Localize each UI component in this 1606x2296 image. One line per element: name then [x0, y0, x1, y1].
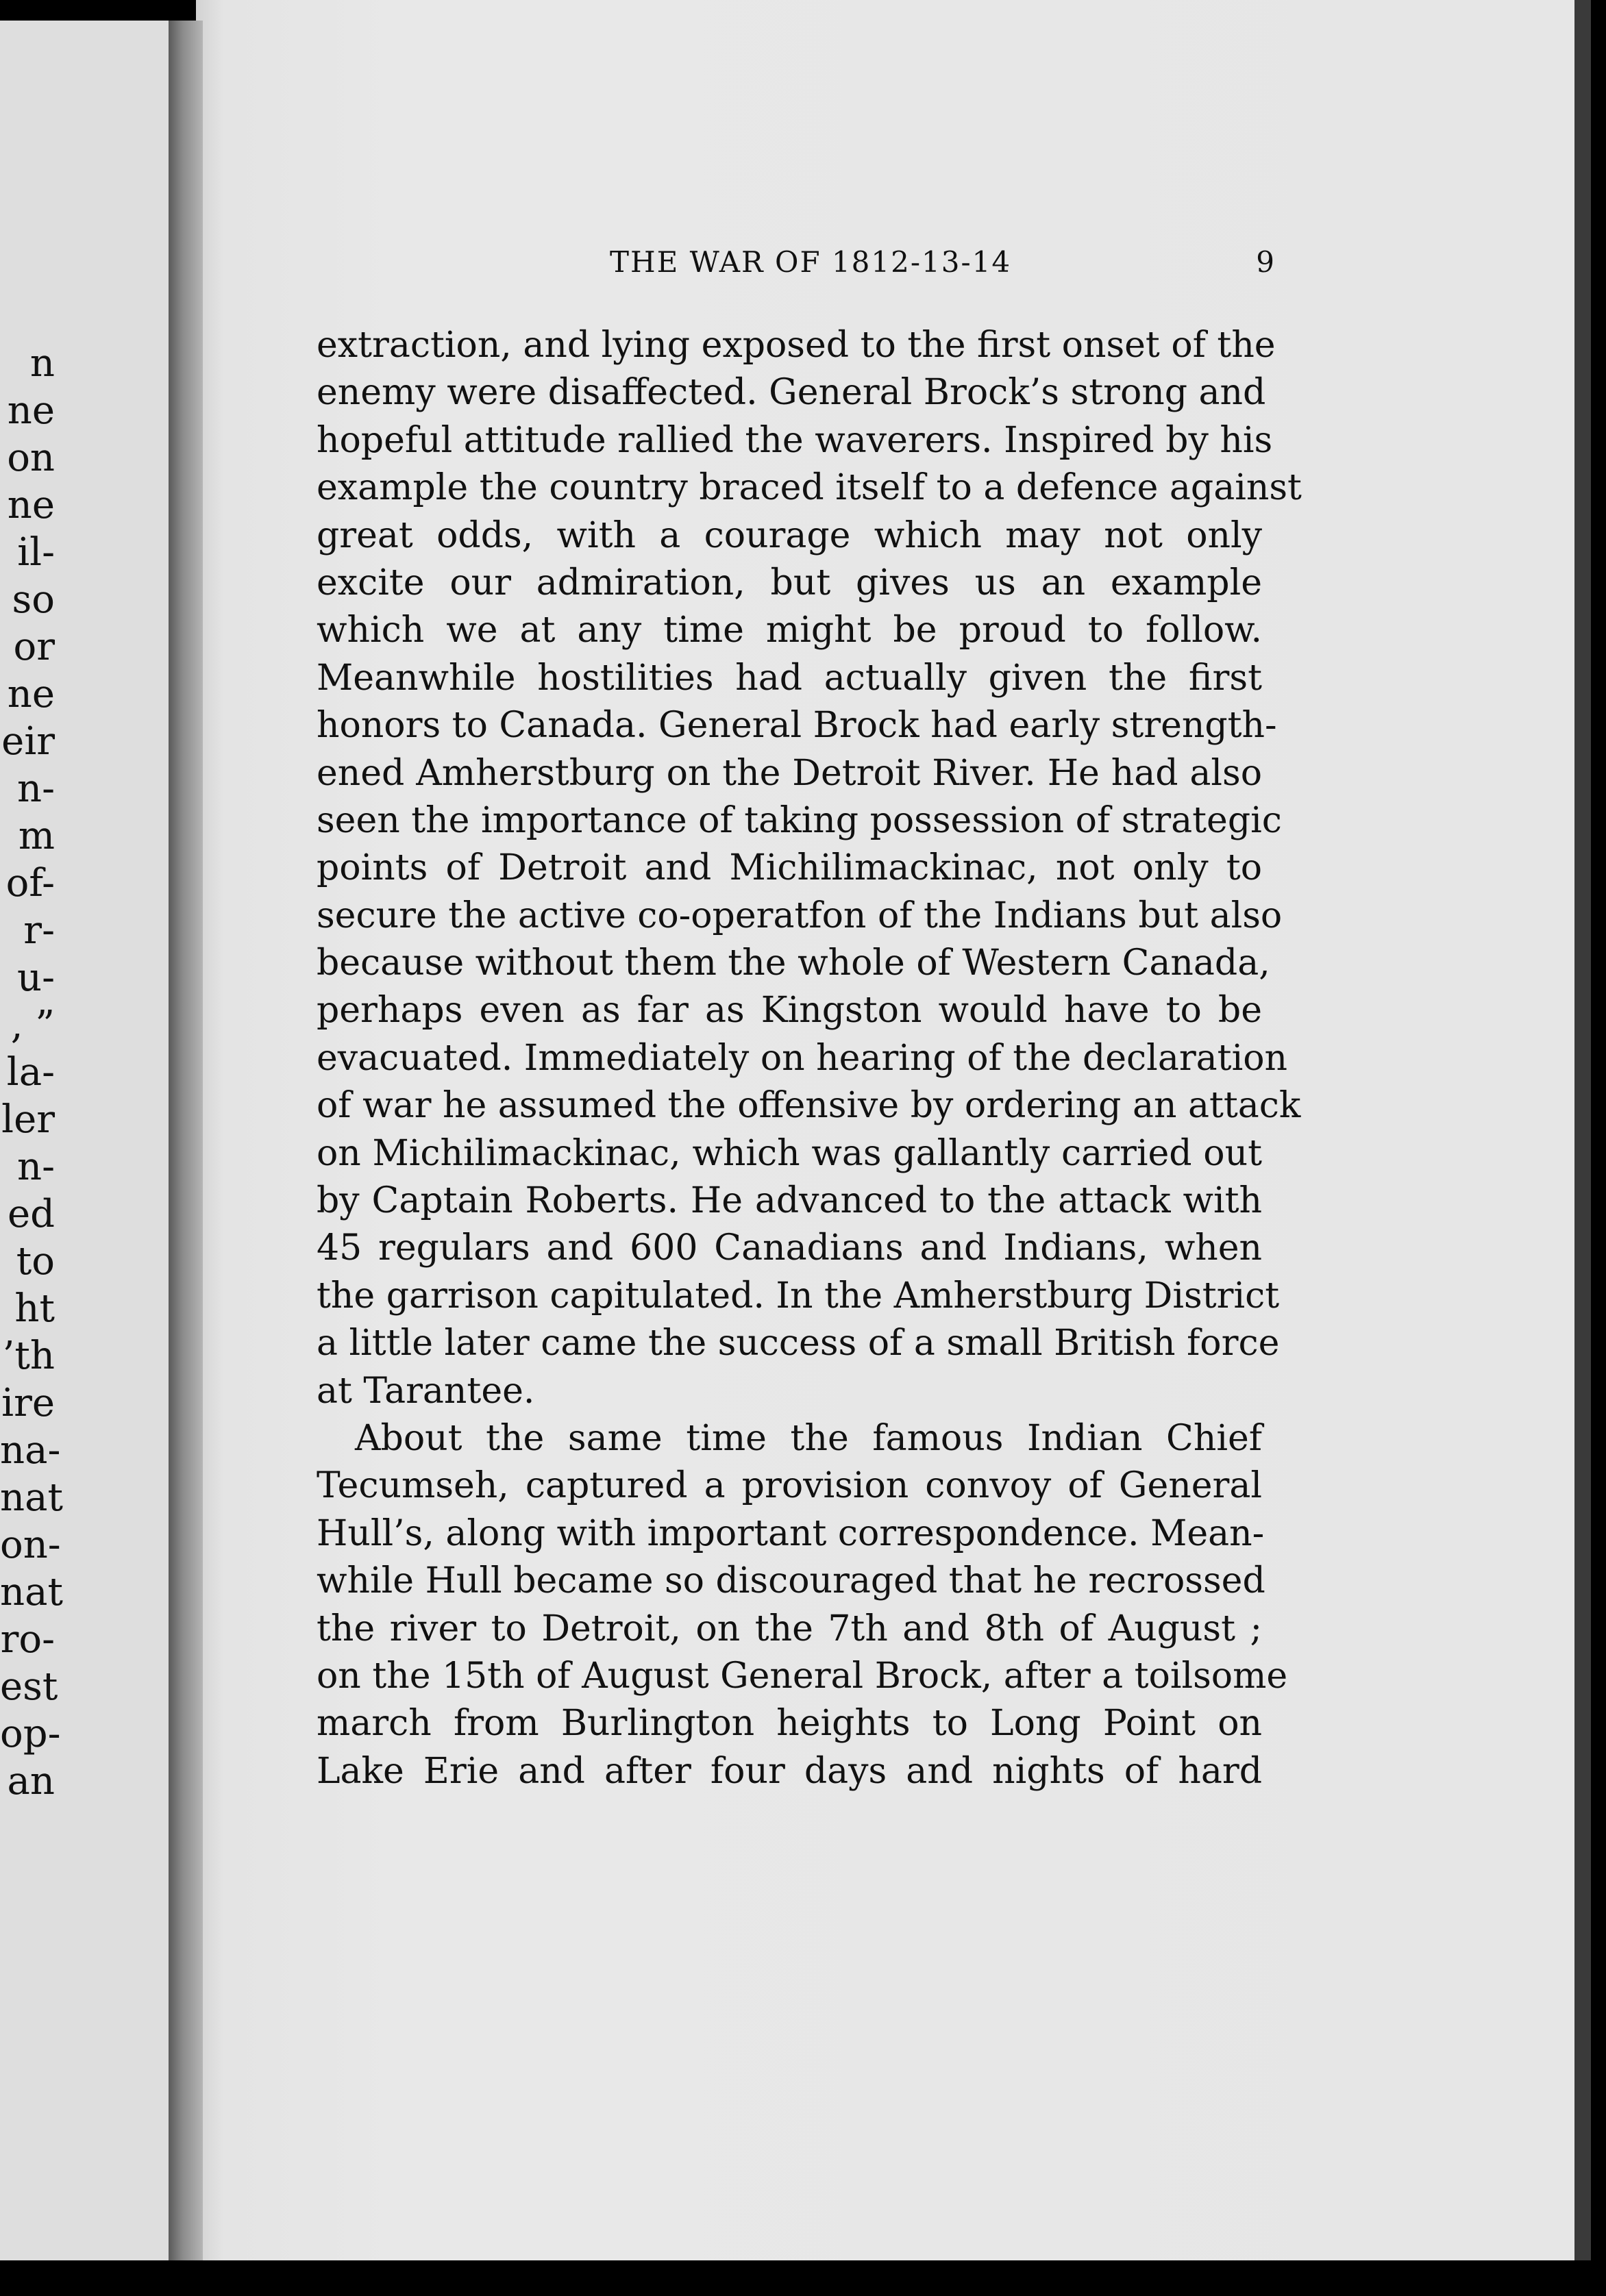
- page-header: [610, 245, 1274, 286]
- previous-page-fragment: , ”: [10, 1003, 55, 1047]
- previous-page-fragment: or: [13, 625, 55, 669]
- text-line: on the 15th of August General Brock, after a toilsome: [317, 1655, 1288, 1697]
- paragraph-2: [317, 1415, 1288, 1795]
- text-line: a little later came the success of a small British force: [317, 1323, 1280, 1364]
- text-line: perhaps even as far as Kingston would have to be: [317, 990, 1262, 1032]
- text-line: march from Burlington heights to Long Point on: [317, 1703, 1262, 1745]
- text-line: of war he assumed the offensive by ordering an attack: [317, 1085, 1301, 1127]
- text-line: great odds, with a courage which may not only: [317, 514, 1262, 556]
- previous-page-fragment: r-: [23, 908, 55, 953]
- text-line: extraction, and lying exposed to the first onset of the: [317, 325, 1276, 366]
- text-line: enemy were disaffected. General Brock’s strong and: [317, 372, 1266, 414]
- previous-page-fragment: ed: [8, 1192, 55, 1236]
- text-line: About the same time the famous Indian Chief: [355, 1417, 1262, 1459]
- previous-page-fragment: n-: [17, 766, 55, 811]
- previous-page-fragment: m: [18, 814, 55, 858]
- previous-page-fragment: ler: [1, 1097, 55, 1142]
- previous-page-fragment: nat: [0, 1570, 63, 1614]
- previous-page-fragment: ire: [1, 1381, 55, 1425]
- text-line: Hull’s, along with important correspondence. Mean-: [317, 1512, 1265, 1554]
- text-line: because without them the whole of Western Canada,: [317, 943, 1270, 984]
- previous-page-fragment: est: [0, 1664, 58, 1709]
- text-line: 45 regulars and 600 Canadians and Indians, when: [317, 1227, 1262, 1269]
- running-title: THE WAR OF 1812-13-14: [610, 245, 1012, 279]
- text-line: on Michilimackinac, which was gallantly carried out: [317, 1132, 1262, 1174]
- text-line: the garrison capitulated. In the Amherstburg District: [317, 1275, 1280, 1317]
- text-line: seen the importance of taking possession of strategic: [317, 799, 1282, 841]
- previous-page-fragment: ne: [7, 672, 55, 716]
- previous-page-fragment: n: [29, 341, 55, 386]
- previous-page-fragment: na-: [0, 1428, 61, 1473]
- previous-page-fragment: on-: [0, 1523, 61, 1567]
- text-line: hopeful attitude rallied the waverers. Inspired by his: [317, 419, 1273, 461]
- previous-page-fragment: so: [12, 577, 55, 622]
- text-line: secure the active co-operatfon of the Indians but also: [317, 895, 1283, 936]
- previous-page-fragment: ro-: [0, 1617, 55, 1662]
- previous-page-fragment: an: [7, 1759, 55, 1804]
- text-line: Tecumseh, captured a provision convoy of General: [317, 1465, 1262, 1507]
- text-line: the river to Detroit, on the 7th and 8th of August ;: [317, 1608, 1262, 1649]
- text-line: points of Detroit and Michilimackinac, not only to: [317, 847, 1262, 889]
- previous-page-fragment: on: [7, 436, 55, 480]
- page-edge-shadow: [1574, 0, 1591, 2260]
- text-line: evacuated. Immediately on hearing of the declaration: [317, 1037, 1287, 1079]
- text-line: honors to Canada. General Brock had early strength-: [317, 705, 1277, 747]
- text-line: which we at any time might be proud to follow.: [317, 610, 1262, 651]
- previous-page-fragment: il-: [17, 530, 55, 575]
- book-gutter: [169, 21, 203, 2260]
- previous-page-fragment: nat: [0, 1475, 63, 1520]
- text-line: Lake Erie and after four days and nights of hard: [317, 1750, 1262, 1792]
- text-line: Meanwhile hostilities had actually given the first: [317, 657, 1262, 699]
- previous-page-fragment: n-: [17, 1145, 55, 1189]
- text-line: while Hull became so discouraged that he recrossed: [317, 1560, 1265, 1602]
- previous-page-fragment: ht: [14, 1286, 55, 1331]
- previous-page-fragment: ne: [7, 483, 55, 527]
- previous-page-fragment: u-: [17, 956, 55, 1000]
- previous-page-fragment: ne: [7, 388, 55, 433]
- previous-page-fragment: op-: [0, 1712, 61, 1756]
- text-line: ened Amherstburg on the Detroit River. He had also: [317, 752, 1262, 794]
- previous-page-fragment: to: [16, 1239, 55, 1284]
- previous-page-text-fragments: [0, 340, 63, 1805]
- previous-page-fragment: eir: [1, 719, 55, 764]
- text-line: at Tarantee.: [317, 1370, 535, 1412]
- previous-page-fragment: la-: [6, 1050, 55, 1095]
- text-line: by Captain Roberts. He advanced to the attack with: [317, 1180, 1262, 1222]
- paragraph-1: [317, 322, 1302, 1415]
- previous-page: [0, 21, 180, 2260]
- previous-page-fragment: ’th: [2, 1334, 55, 1378]
- page-body: [317, 322, 1302, 1795]
- text-line: excite our admiration, but gives us an example: [317, 562, 1262, 603]
- previous-page-fragment: of-: [5, 861, 55, 906]
- page-number: 9: [1256, 245, 1274, 279]
- text-line: example the country braced itself to a defence against: [317, 467, 1302, 509]
